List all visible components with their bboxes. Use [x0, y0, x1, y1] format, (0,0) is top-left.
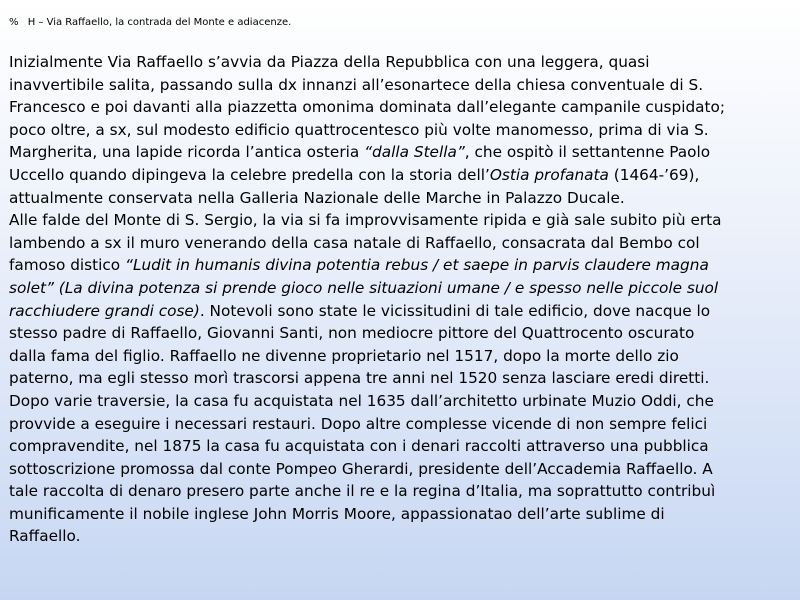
text-run: famoso distico [9, 256, 126, 275]
text-line: compravendite, nel 1875 la casa fu acquistata con i denari raccolti attraverso una pubblica [9, 437, 709, 456]
text-line [9, 254, 793, 277]
text-line: attualmente conservata nella Galleria Nazionale delle Marche in Palazzo Ducale. [9, 188, 625, 207]
italic-distich-end: racchiudere grandi cose) [9, 301, 200, 320]
italic-distich-line: solet” (La divina potenza si prende gioco nelle situazioni umane / e spesso nelle piccole suol [9, 278, 719, 297]
text-line: sottoscrizione promossa dal conte Pompeo Gherardi, presidente dell’Accademia Raffaello. A [9, 459, 713, 478]
header-marker: % [9, 17, 19, 28]
text-line: stesso padre di Raffaello, Giovanni Santi, non mediocre pittore del Quattrocento oscurato [9, 324, 695, 343]
text-line: inavvertibile salita, passando sulla dx innanzi all’esonartece della chiesa conventuale di S. [9, 75, 704, 94]
text-run: . Notevoli sono state le vicissitudini di tale edificio, dove nacque lo [199, 301, 711, 320]
text-run: Uccello quando dipingeva la celebre predella con la storia dell’ [9, 165, 490, 184]
text-line: tale raccolta di denaro presero parte anche il re e la regina d’Italia, ma soprattutto contribuì [9, 482, 716, 501]
text-line: paterno, ma egli stesso morì trascorsi appena tre anni nel 1520 senza lasciare eredi diretti. [9, 369, 710, 388]
text-line: Raffaello. [9, 527, 81, 546]
text-line: Alle falde del Monte di S. Sergio, la via si fa improvvisamente ripida e già sale subito più erta [9, 211, 722, 230]
text-line: provvide a eseguire i necessari restauri. Dopo altre complesse vicende di non sempre felici [9, 414, 708, 433]
slide-body-text [9, 51, 793, 548]
text-line: dalla fama del figlio. Raffaello ne divenne proprietario nel 1517, dopo la morte dello zio [9, 346, 679, 365]
text-line: Francesco e poi davanti alla piazzetta omonima dominata dall’elegante campanile cuspidato; [9, 98, 726, 117]
paragraph-2 [9, 209, 793, 548]
italic-distich: “Ludit in humanis divina potentia rebus / et saepe in parvis claudere magna [125, 256, 709, 275]
italic-quote-stella: “dalla Stella” [364, 143, 465, 162]
text-line: Dopo varie traversie, la casa fu acquistata nel 1635 dall’architetto urbinate Muzio Oddi, che [9, 391, 714, 410]
slide-header [9, 17, 291, 28]
text-line [9, 164, 793, 187]
text-line [9, 300, 793, 323]
text-line: munificamente il nobile inglese John Morris Moore, appassionatao dell’arte sublime di [9, 504, 665, 523]
text-line: Inizialmente Via Raffaello s’avvia da Piazza della Repubblica con una leggera, quasi [9, 53, 650, 71]
text-line: lambendo a sx il muro venerando della casa natale di Raffaello, consacrata dal Bembo col [9, 233, 700, 252]
text-line [9, 141, 793, 164]
header-title: H – Via Raffaello, la contrada del Monte e adiacenze. [27, 17, 292, 28]
text-run: , che ospitò il settantenne Paolo [464, 143, 711, 162]
paragraph-1 [9, 51, 793, 209]
text-run: (1464-’69), [608, 165, 700, 184]
italic-title-ostia: Ostia profanata [489, 165, 609, 184]
text-run: Margherita, una lapide ricorda l’antica osteria [9, 143, 365, 162]
text-line: poco oltre, a sx, sul modesto edificio quattrocentesco più volte manomesso, prima di via S. [9, 120, 709, 139]
